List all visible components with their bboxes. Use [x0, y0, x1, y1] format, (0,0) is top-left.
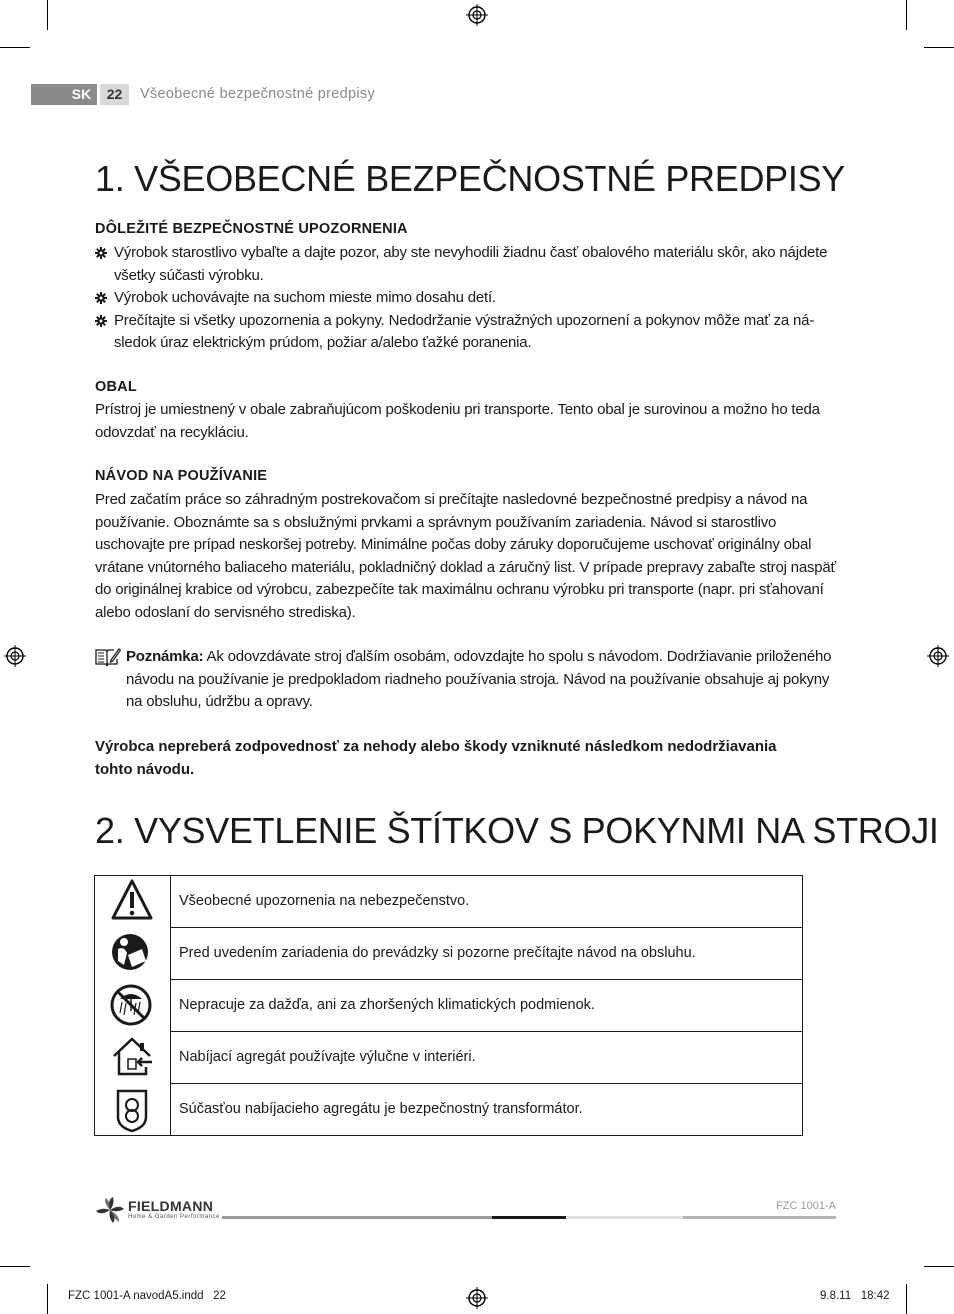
manual-text: Pred začatím práce so záhradným postrekovačom si prečítajte nasledovné bezpečnostné predpisy a návod na používanie. Oboznámte sa s obslužnými prvkami a správnym používaním zariadenia. Návod si starostlivo uschovajte pre prípad neskoršej potreby. Minimálne počas doby záruky doporučujeme uschovať originálny obal vrátane vnútorného baliaceho materiálu, pokladničný doklad a záručný list. V prípade prepravy zabaľte stroj naspäť do originálnej krabice od výrobcu, zabezpečíte tak maximálnu ochranu výrobku pri transporte (napr. pri sťahovaní alebo odoslaní do servisného strediska).: [95, 491, 836, 621]
registration-mark-icon: [4, 645, 26, 667]
list-item-text: Výrobok starostlivo vybaľte a dajte pozor, aby ste nevyhodili žiadnu časť obalového materiálu skôr, ako nájdete všetky súčasti výrobku.: [114, 244, 828, 284]
brand-name: FIELDMANN: [128, 1198, 214, 1214]
crop-mark: [924, 1266, 954, 1267]
note-book-icon: [95, 647, 121, 667]
table-row: [94, 875, 803, 927]
registration-mark-icon: [927, 645, 949, 667]
table-cell-text: Nabíjací agregát používajte výlučne v interiéri.: [179, 1049, 476, 1065]
language-code: SK: [71, 86, 92, 102]
section1-heading: 1. VŠEOBECNÉ BEZPEČNOSTNÉ PREDPISY: [95, 158, 846, 199]
model-code: FZC 1001-A: [776, 1200, 836, 1212]
manual-title: NÁVOD NA POUŽÍVANIE: [95, 468, 268, 484]
note-label: Poznámka:: [126, 648, 204, 665]
warning-triangle-icon: [94, 875, 170, 927]
gear-bullet-icon: [95, 315, 107, 327]
note-text: Ak odovzdávate stroj ďalším osobám, odovzdajte ho spolu s návodom. Dodržiavanie priloženého návodu na používanie je predpokladom riadneho používania stroja. Návod na používanie obsahuje aj pokyny na obsluhu, údržbu a opravy.: [126, 648, 832, 710]
crop-mark: [47, 1284, 48, 1314]
important-warnings-list: [95, 242, 840, 355]
registration-mark-icon: [466, 1287, 488, 1309]
safety-transformer-icon: [94, 1083, 170, 1135]
section2-heading: 2. VYSVETLENIE ŠTÍTKOV S POKYNMI NA STROJI: [95, 810, 939, 851]
footer-line: [566, 1216, 683, 1219]
table-cell-text: Nepracuje za dažďa, ani za zhoršených klimatických podmienok.: [179, 997, 595, 1013]
list-item-text: Výrobok uchovávajte na suchom mieste mimo dosahu detí.: [114, 289, 496, 306]
table-cell-text: Pred uvedením zariadenia do prevádzky si pozorne prečítajte návod na obsluhu.: [179, 945, 696, 961]
crop-mark: [906, 0, 907, 30]
table-row: [94, 1083, 803, 1135]
fieldmann-logo-icon: [95, 1196, 125, 1224]
footer-line: [222, 1216, 492, 1219]
read-manual-icon: [94, 927, 170, 979]
crop-mark: [924, 47, 954, 48]
list-item: [95, 287, 840, 310]
footer-line: [683, 1216, 836, 1219]
disclaimer-text: Výrobca nepreberá zodpovednosť za nehody alebo škody vzniknuté následkom nedodržiavania tohto návodu.: [95, 738, 777, 778]
no-rain-icon: [94, 979, 170, 1031]
registration-mark-icon: [466, 4, 488, 26]
table-cell-text: Súčasťou nabíjacieho agregátu je bezpečnostný transformátor.: [179, 1101, 583, 1117]
gear-bullet-icon: [95, 247, 107, 259]
brand-logo: [95, 1196, 223, 1224]
print-date-info: 9.8.11 18:42: [820, 1290, 890, 1302]
packaging-title: OBAL: [95, 379, 137, 395]
indoor-use-icon: [94, 1031, 170, 1083]
crop-mark: [906, 1284, 907, 1314]
list-item-text: Prečítajte si všetky upozornenia a pokyny. Nedodržanie výstražných upozornení a pokynov môže mať za následok úraz elektrickým prúdom, požiar a/alebo ťažké poranenia.: [114, 311, 815, 351]
table-cell-text: Všeobecné upozornenia na nebezpečenstvo.: [179, 893, 470, 909]
list-item: [95, 242, 840, 287]
list-item: [95, 310, 840, 355]
crop-mark: [0, 47, 30, 48]
page-number: 22: [100, 84, 129, 105]
crop-mark: [0, 1266, 30, 1267]
table-row: [94, 927, 803, 979]
gear-bullet-icon: [95, 292, 107, 304]
symbols-table: [94, 875, 803, 1136]
important-warnings-title: DÔLEŽITÉ BEZPEČNOSTNÉ UPOZORNENIA: [95, 221, 408, 237]
running-title: Všeobecné bezpečnostné predpisy: [140, 86, 376, 102]
table-row: [94, 979, 803, 1031]
table-row: [94, 1031, 803, 1083]
crop-mark: [47, 0, 48, 30]
brand-tagline: Home & Garden Performance: [128, 1214, 220, 1220]
footer-line: [492, 1216, 566, 1219]
packaging-text: Prístroj je umiestnený v obale zabraňujúcom poškodeniu pri transporte. Tento obal je surovinou a možno ho teda odovzdať na recykláciu.: [95, 401, 820, 441]
print-file-info: FZC 1001-A navodA5.indd 22: [68, 1290, 226, 1302]
